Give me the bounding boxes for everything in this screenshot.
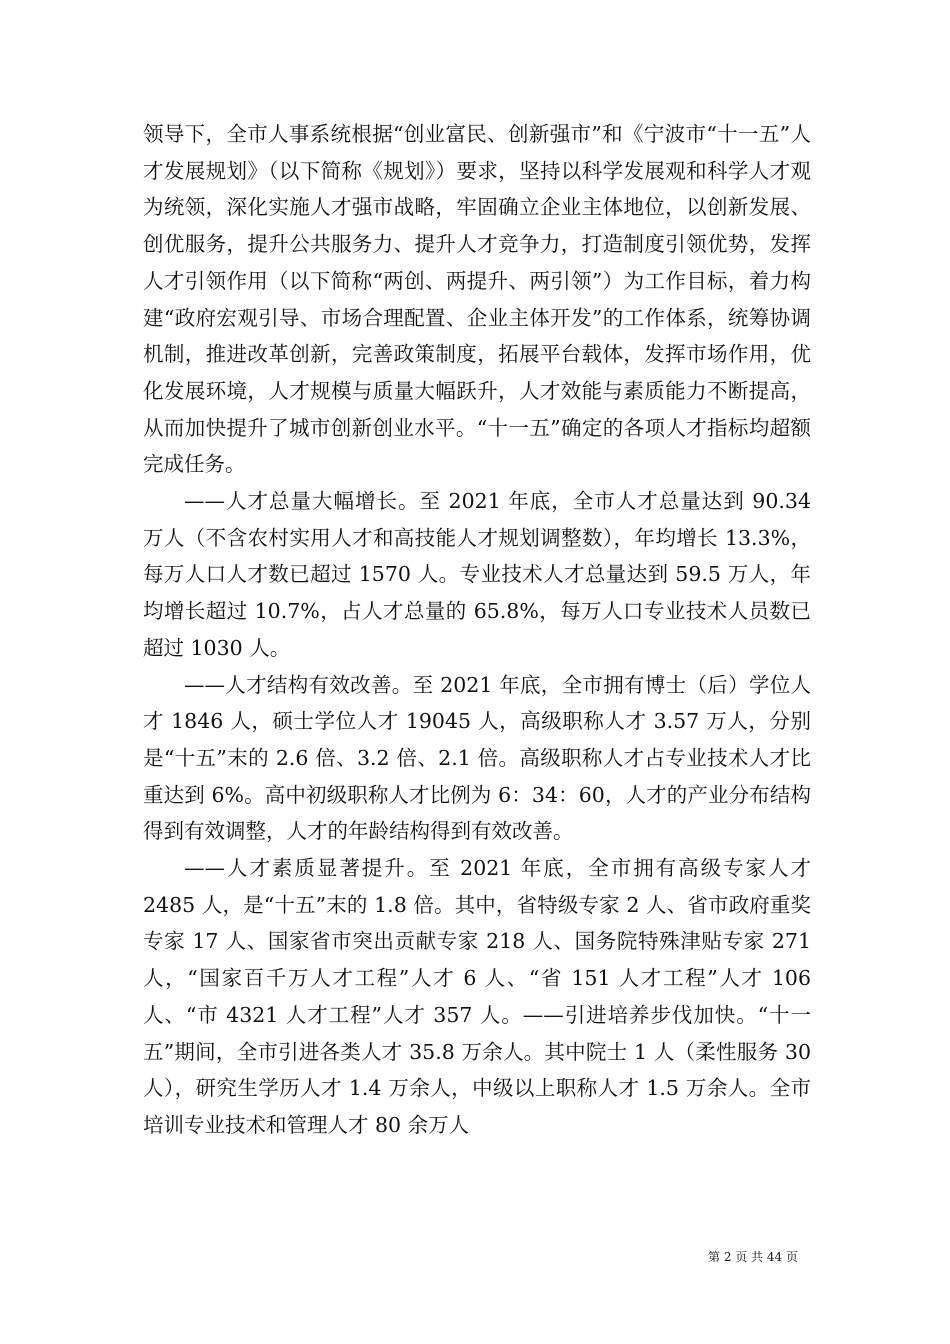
page-number-footer: 第 2 页 共 44 页 (708, 1250, 798, 1264)
paragraph-talent-structure: ——人才结构有效改善。至 2021 年底，全市拥有博士（后）学位人才 1846 人，硕士学位人才 19045 人，高级职称人才 3.57 万人，分别是“十五”末的 2.6 倍、3.2 倍、2.1 倍。高级职称人才占专业技术人才比重达到 6%。高中初级职称人才比例为 6：34：60，人才的产业分布结构得到有效调整，人才的年龄结构得到有效改善。 (143, 672, 811, 844)
paragraph-talent-total: ——人才总量大幅增长。至 2021 年底，全市人才总量达到 90.34 万人（不含农村实用人才和高技能人才规划调整数），年均增长 13.3%，每万人口人才数已超过 1570 人。专业技术人才总量达到 59.5 万人，年均增长超过 10.7%，占人才总量的 65.8%，每万人口专业技术人员数已超过 1030 人。 (143, 489, 811, 660)
paragraph-intro: 领导下，全市人事系统根据“创业富民、创新强市”和《宁波市“十一五”人才发展规划》（以下简称《规划》）要求，坚持以科学发展观和科学人才观为统领，深化实施人才强市战略，牢固确立企业主体地位，以创新发展、创优服务，提升公共服务力、提升人才竞争力，打造制度引领优势，发挥人才引领作用（以下简称“两创、两提升、两引领”）为工作目标，着力构建“政府宏观引导、市场合理配置、企业主体开发”的工作体系，统筹协调机制，推进改革创新，完善政策制度，拓展平台载体，发挥市场作用，优化发展环境，人才规模与质量大幅跃升，人才效能与素质能力不断提高，从而加快提升了城市创新创业水平。“十一五”确定的各项人才指标均超额完成任务。 (143, 122, 811, 477)
paragraph-talent-quality: ——人才素质显著提升。至 2021 年底，全市拥有高级专家人才 2485 人，是“十五”末的 1.8 倍。其中，省特级专家 2 人、省市政府重奖专家 17 人、国家省市突出贡献专家 218 人、国务院特殊津贴专家 271 人，“国家百千万人才工程”人才 6 人、“省 151 人才工程”人才 106 人、“市 4321 人才工程”人才 357 人。——引进培养步伐加快。“十一五”期间，全市引进各类人才 35.8 万余人。其中院士 1 人（柔性服务 30 人），研究生学历人才 1.4 万余人，中级以上职称人才 1.5 万余人。全市培训专业技术和管理人才 80 余万人 (143, 856, 811, 1137)
document-body (143, 116, 811, 1144)
